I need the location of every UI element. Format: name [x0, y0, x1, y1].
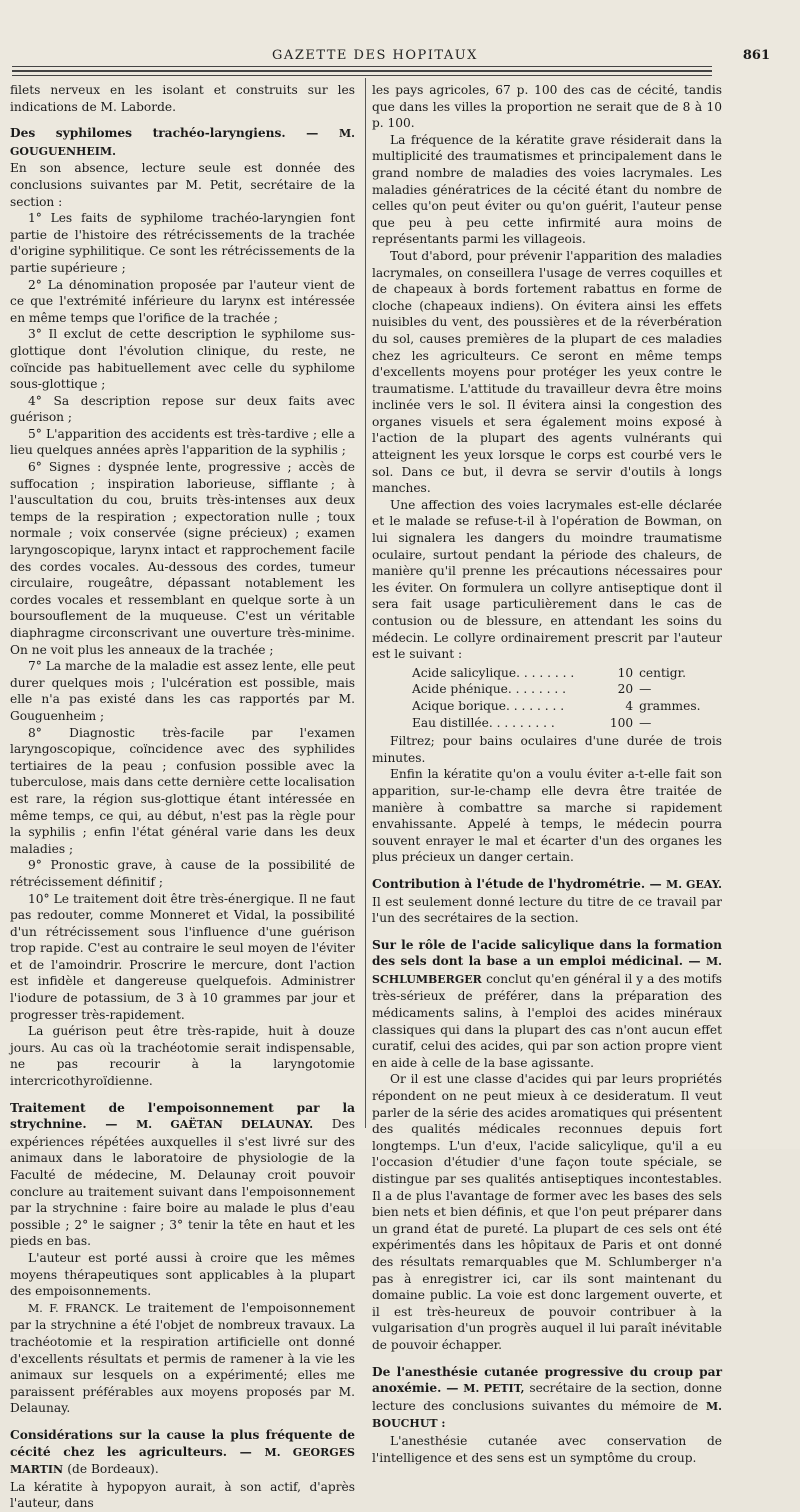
section-author: M. GOUGUENHEIM. — [10, 127, 356, 158]
section-heading — [372, 1364, 722, 1433]
paragraph: Tout d'abord, pour prévenir l'apparition des maladies lacrymales, on conseillera l'usage de verres coquilles et de chapeaux à bords fortement rabattus en forme de cloche (chapeaux indiens). On évitera ainsi les effets nuisibles du vent, des poussières et de la réverbération du sol, causes premières de la plupart de ces maladies chez les agriculteurs. Ce seront en même temps d'excellents moyens pour protéger les yeux contre le traumatisme. L'attitude du travailleur devra être moins inclinée vers le sol. Il évitera ainsi la congestion des organes visuels et sera également moins exposé à l'action de la plupart des agents vulnérants qui atteignent les yeux lorsque le corps est courbé vers le sol. Dans ce but, il devra se servir d'outils à longs manches. — [372, 248, 722, 496]
ingredient-amount: 20 — [617, 682, 634, 697]
section-text: Il est seulement donné lecture du titre de ce travail par l'un des secrétaires de la section. — [372, 894, 722, 926]
section-heading — [10, 1100, 355, 1250]
section-heading — [10, 125, 355, 160]
section-text: secrétaire de la section, donne lecture des conclusions suivantes du mémoire de — [372, 1381, 722, 1413]
ingredient-name: Acique borique. . . . . . . . — [412, 698, 565, 713]
paragraph: 4° Sa description repose sur deux faits avec guérison ; — [10, 393, 355, 425]
paragraph: 3° Il exclut de cette description le syphilome sus-glottique dont l'évolution clinique, du reste, ne coïncide pas habituellement avec celle du syphilome sous-glottique ; — [10, 327, 355, 392]
paragraph: L'anesthésie cutanée avec conservation de l'intelligence et des sens est un symptôme du croup. — [372, 1433, 722, 1465]
journal-title: GAZETTE DES HOPITAUX — [272, 48, 478, 63]
ingredient-unit: — — [639, 682, 652, 697]
paragraph: 1° Les faits de syphilome trachéo-laryngien font partie de l'histoire des rétrécissements de la trachée d'origine syphilitique. Ce sont les rétrécissements de la partie supérieure ; — [10, 211, 355, 275]
section-title: De l'anesthésie cutanée progressive du croup par anoxémie. — — [372, 1364, 722, 1396]
header-rule — [12, 70, 712, 72]
paragraph: 5° L'apparition des accidents est très-tardive ; elle a lieu quelques années après l'apparition de la syphilis ; — [10, 426, 355, 458]
paragraph: filets nerveux en les isolant et construits sur les indications de M. Laborde. — [10, 83, 355, 114]
paragraph: La guérison peut être très-rapide, huit à douze jours. Au cas où la trachéotomie serait indispensable, ne pas recourir à la laryngotomie intercricothyroïdienne. — [10, 1024, 355, 1089]
ingredient-amount: 4 — [625, 698, 634, 713]
section-author: M. BOUCHUT : — [372, 1399, 723, 1431]
paragraph: La fréquence de la kératite grave résiderait dans la multiplicité des traumatismes et principalement dans le grand nombre de maladies des voies lacrymales. Les maladies génératrices de la cécité étant du nombre de celles qu'on peut éviter ou qu'on guérit, l'auteur pense que peu à peu cette infirmité aura moins de représentants parmi les villageois. — [372, 132, 722, 247]
paragraph: 2° La dénomination proposée par l'auteur vient de ce que l'extrémité inférieure du larynx est intéressée en même temps que l'orifice de la trachée ; — [10, 277, 355, 325]
paragraph: 10° Le traitement doit être très-énergique. Il ne faut pas redouter, comme Monneret et Vidal, la possibilité d'un rétrécissement sous l'influence d'une guérison trop rapide. C'est au contraire le seul moyen de l'éviter et de l'amoindrir. Proscrire le mercure, dont l'action est infidèle et dangereuse quelquefois. Administrer l'iodure de potassium, de 3 à 10 grammes par jour et progresser très-rapidement. — [10, 891, 355, 1022]
section-title: Sur le rôle de l'acide salicylique dans la formation des sels dont la base a un emploi médicinal. — — [372, 937, 722, 969]
section-title: Traitement de l'empoisonnement par la strychnine. — — [10, 1100, 355, 1132]
ingredient-amount: 10 — [617, 665, 634, 680]
paragraph: Filtrez; pour bains oculaires d'une durée de trois minutes. — [372, 734, 722, 765]
ingredient-unit: — — [639, 715, 652, 730]
section-author: M. SCHLUMBERGER — [372, 955, 722, 986]
header-rule — [12, 66, 712, 67]
paragraph: En son absence, lecture seule est donnée des conclusions suivantes par M. Petit, secrétaire de la section : — [10, 161, 355, 209]
section-title: Considérations sur la cause la plus fréquente de cécité chez les agriculteurs. — — [10, 1427, 355, 1459]
paragraph: 8° Diagnostic très-facile par l'examen laryngoscopique, coïncidence avec des syphilides tertiaires de la peau ; confusion possible avec la tuberculose, mais dans cette dernière cette localisation est rare, la région sus-glottique étant intéressée en même temps, ce qui, au début, n'est pas la règle pour la syphilis ; enfin l'état général varie dans les deux maladies ; — [10, 725, 355, 856]
section-heading — [372, 937, 722, 1072]
ingredient-amount: 100 — [609, 715, 634, 730]
section-title: Des syphilomes trachéo-laryngiens. — — [10, 126, 319, 141]
paragraph: Une affection des voies lacrymales est-elle déclarée et le malade se refuse-t-il à l'opération de Bowman, on lui signalera les dangers du moindre traumatisme oculaire, surtout pendant la période des chaleurs, de manière qu'il prenne les précautions nécessaires pour les éviter. On formulera un collyre antiseptique dont il sera fait usage particulièrement dans le cas de contusion ou de blessure, en attendant les soins du médecin. Le collyre ordinairement prescrit par l'auteur est le suivant : — [372, 497, 722, 662]
header-rule — [12, 75, 712, 76]
ingredient-unit: centigr. — [639, 665, 686, 680]
ingredient-name: Eau distillée. . . . . . . . . — [412, 715, 555, 730]
ingredient-name: Acide phénique. . . . . . . . — [412, 682, 566, 697]
ingredient-name: Acide salicylique. . . . . . . . — [412, 665, 575, 680]
left-column — [10, 82, 355, 1512]
section-author: M. GAËTAN DELAUNAY. — [136, 1118, 314, 1132]
paragraph: Enfin la kératite qu'on a voulu éviter a-t-elle fait son apparition, sur-le-champ elle devra être traitée de manière à combattre sa marche si rapidement envahissante. Appelé à temps, le médecin pourra souvent enrayer le mal et écarter d'un des organes les plus précieux un danger certain. — [372, 767, 722, 865]
paragraph: 7° La marche de la maladie est assez lente, elle peut durer quelques mois ; l'ulcération est possible, mais elle n'a pas existé dans les cas rapportés par M. Gouguenheim ; — [10, 659, 355, 723]
column-divider — [365, 78, 366, 1128]
paragraph: 9° Pronostic grave, à cause de la possibilité de rétrécissement définitif ; — [10, 858, 355, 889]
prescription-formula — [372, 665, 722, 731]
formula-row — [412, 698, 722, 715]
formula-row — [412, 665, 722, 682]
section-text: (de Bordeaux). — [67, 1462, 159, 1477]
section-author: M. GEORGES MARTIN — [10, 1445, 356, 1477]
section-title: Contribution à l'étude de l'hydrométrie. — — [372, 876, 662, 891]
section-author: M. PETIT, — [463, 1382, 525, 1396]
page-number: 861 — [742, 48, 770, 63]
section-text: Des expériences répétées auxquelles il s'est livré sur des animaux dans le laboratoire de physiologie de la Faculté de médecine, M. Delaunay croit pouvoir conclure au traitement suivant dans l'empoisonnement par la strychnine : faire boire au malade le plus d'eau possible ; 2° le saigner ; 3° tenir la tête en haut et les pieds en bas. — [10, 1117, 356, 1249]
section-author: M. GEAY. — [666, 877, 722, 891]
section-text: conclut qu'en général il y a des motifs très-sérieux de préférer, dans la préparation des médicaments salins, à l'emploi des acides minéraux classiques qui dans la plupart des cas n'ont aucun effet curatif, celui des acides, qui par son action propre vient en aide à celle de la base agissante. — [372, 971, 722, 1070]
formula-row — [412, 681, 722, 698]
paragraph: les pays agricoles, 67 p. 100 des cas de cécité, tandis que dans les villes la proportion ne serait que de 8 à 10 p. 100. — [372, 83, 722, 131]
speaker-name: M. F. FRANCK. — [28, 1301, 119, 1315]
paragraph: 6° Signes : dyspnée lente, progressive ; accès de suffocation ; inspiration laborieuse, sifflante ; à l'auscultation du cou, bruits très-intenses aux deux temps de la respiration ; expectoration nulle ; toux normale ; voix conservée (signe précieux) ; examen laryngoscopique, larynx intact et rapprochement facile des cordes vocales. Au-dessous des cordes, tumeur circulaire, rougeâtre, dépassant notablement les cordes vocales et ressemblant en quelque sorte à un boursouflement de la muqueuse. C'est un véritable diaphragme circonscrivant une ouverture très-minime. On ne voit plus les anneaux de la trachée ; — [10, 460, 355, 657]
formula-row — [412, 715, 722, 732]
right-column — [372, 82, 722, 1466]
section-heading — [10, 1427, 355, 1479]
paragraph — [10, 1300, 355, 1417]
section-heading — [372, 876, 722, 927]
ingredient-unit: grammes. — [639, 698, 701, 713]
paragraph: Or il est une classe d'acides qui par leurs propriétés répondent on ne peut mieux à ce desideratum. Il veut parler de la série des acides aromatiques qui présentent des qualités médicales reconnues depuis fort longtemps. L'un d'eux, l'acide salicylique, qu'il a eu l'occasion d'étudier d'une façon toute spéciale, se distingue par ses qualités antiseptiques incontestables. Il a de plus l'avantage de former avec les bases des sels bien nets et bien définis, et que l'on peut préparer dans un grand état de pureté. La plupart de ces sels ont été expérimentés dans les hôpitaux de Paris et ont donné des résultats remarquables que M. Schlumberger n'a pas à enregistrer ici, car ils sont maintenant du domaine public. La voie est donc largement ouverte, et il est très-heureux de pouvoir contribuer à la vulgarisation d'un progrès auquel il lui paraît inévitable de pouvoir échapper. — [372, 1072, 722, 1352]
paragraph: L'auteur est porté aussi à croire que les mêmes moyens thérapeutiques sont applicables à la plupart des empoisonnements. — [10, 1250, 355, 1299]
paragraph: La kératite à hypopyon aurait, à son actif, d'après l'auteur, dans — [10, 1479, 355, 1511]
paragraph-text: Le traitement de l'empoisonnement par la strychnine a été l'objet de nombreux travaux. La trachéotomie et la respiration artificielle ont donné d'excellents résultats et permis de ramener à la vie les animaux sur lesquels on a expérimenté; elles me paraissent préférables aux moyens proposés par M. Delaunay. — [10, 1300, 355, 1416]
